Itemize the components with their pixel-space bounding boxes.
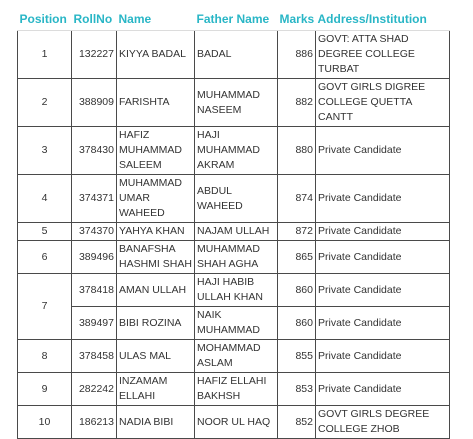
cell-marks: 880 [278,127,316,175]
cell-marks: 865 [278,241,316,274]
header-rollno: RollNo [72,8,117,31]
cell-father-name: MUHAMMAD SHAH AGHA [195,241,278,274]
cell-address: Private Candidate [316,175,450,223]
cell-rollno: 389497 [72,307,117,340]
results-table [17,8,450,439]
cell-address: GOVT GIRLS DIGREE COLLEGE QUETTA CANTT [316,79,450,127]
header-row [18,8,450,31]
table-row [18,241,450,274]
cell-rollno: 132227 [72,31,117,79]
cell-position: 10 [18,406,72,439]
table-row [18,373,450,406]
cell-marks: 886 [278,31,316,79]
cell-address: Private Candidate [316,241,450,274]
cell-marks: 860 [278,307,316,340]
cell-address: GOVT GIRLS DEGREE COLLEGE ZHOB [316,406,450,439]
header-position: Position [18,8,72,31]
cell-rollno: 378418 [72,274,117,307]
cell-name: INZAMAM ELLAHI [117,373,195,406]
cell-rollno: 378458 [72,340,117,373]
cell-address: Private Candidate [316,307,450,340]
cell-position: 4 [18,175,72,223]
cell-father-name: NOOR UL HAQ [195,406,278,439]
cell-name: ULAS MAL [117,340,195,373]
cell-address: Private Candidate [316,340,450,373]
cell-position: 2 [18,79,72,127]
cell-father-name: HAJI MUHAMMAD AKRAM [195,127,278,175]
cell-position: 8 [18,340,72,373]
cell-marks: 855 [278,340,316,373]
header-address: Address/Institution [316,8,450,31]
cell-name: KIYYA BADAL [117,31,195,79]
cell-rollno: 374371 [72,175,117,223]
cell-name: AMAN ULLAH [117,274,195,307]
cell-father-name: HAJI HABIB ULLAH KHAN [195,274,278,307]
table-row [18,406,450,439]
cell-rollno: 389496 [72,241,117,274]
table-row [18,274,450,307]
cell-rollno: 374370 [72,223,117,241]
cell-name: BANAFSHA HASHMI SHAH [117,241,195,274]
cell-father-name: HAFIZ ELLAHI BAKHSH [195,373,278,406]
cell-address: GOVT: ATTA SHAD DEGREE COLLEGE TURBAT [316,31,450,79]
cell-name: BIBI ROZINA [117,307,195,340]
table-row [18,340,450,373]
cell-marks: 852 [278,406,316,439]
cell-name: YAHYA KHAN [117,223,195,241]
table-row [18,175,450,223]
cell-position: 5 [18,223,72,241]
cell-father-name: BADAL [195,31,278,79]
cell-position: 3 [18,127,72,175]
cell-marks: 860 [278,274,316,307]
cell-name: NADIA BIBI [117,406,195,439]
cell-name: FARISHTA [117,79,195,127]
cell-father-name: MOHAMMAD ASLAM [195,340,278,373]
cell-address: Private Candidate [316,127,450,175]
cell-father-name: NAJAM ULLAH [195,223,278,241]
cell-father-name: MUHAMMAD NASEEM [195,79,278,127]
cell-rollno: 378430 [72,127,117,175]
cell-rollno: 282242 [72,373,117,406]
cell-position: 7 [18,274,72,340]
cell-rollno: 388909 [72,79,117,127]
cell-position: 1 [18,31,72,79]
cell-position: 9 [18,373,72,406]
cell-address: Private Candidate [316,274,450,307]
table-row [18,307,450,340]
cell-address: Private Candidate [316,373,450,406]
table-row [18,223,450,241]
cell-marks: 882 [278,79,316,127]
cell-rollno: 186213 [72,406,117,439]
table-row [18,31,450,79]
table-row [18,127,450,175]
cell-father-name: NAIK MUHAMMAD [195,307,278,340]
cell-name: MUHAMMAD UMAR WAHEED [117,175,195,223]
header-father-name: Father Name [195,8,278,31]
table-row [18,79,450,127]
cell-father-name: ABDUL WAHEED [195,175,278,223]
header-marks: Marks [278,8,316,31]
cell-marks: 874 [278,175,316,223]
cell-position: 6 [18,241,72,274]
cell-address: Private Candidate [316,223,450,241]
cell-marks: 872 [278,223,316,241]
cell-name: HAFIZ MUHAMMAD SALEEM [117,127,195,175]
cell-marks: 853 [278,373,316,406]
header-name: Name [117,8,195,31]
